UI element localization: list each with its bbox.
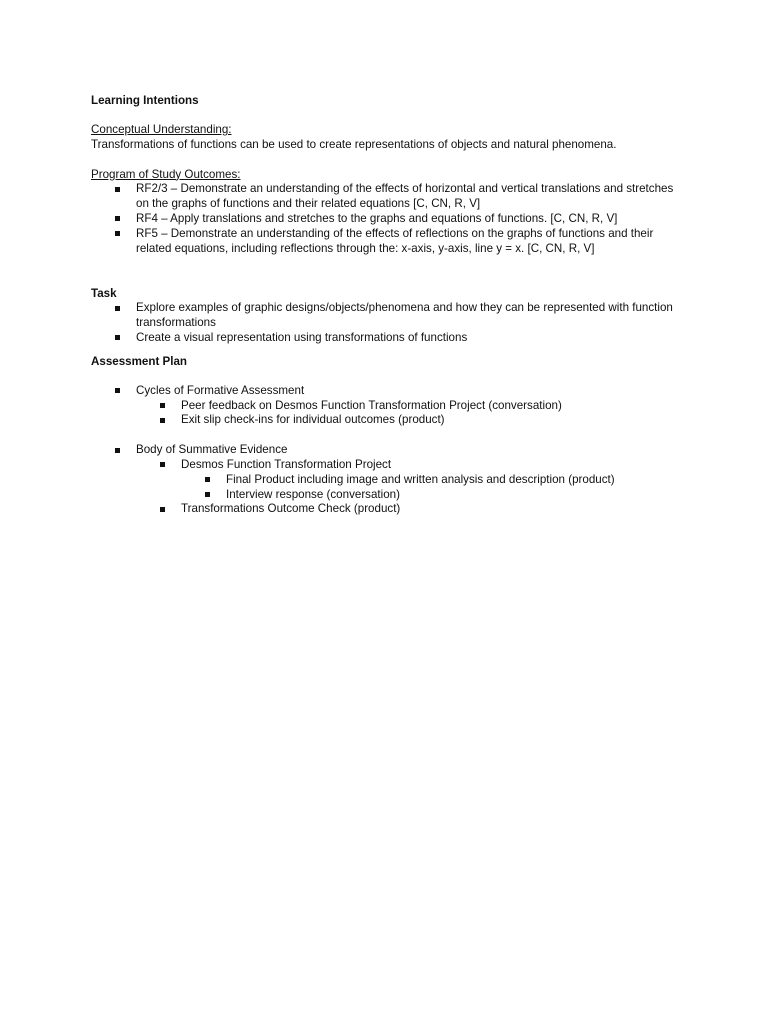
conceptual-understanding-text: Transformations of functions can be used to create representations of objects and natural phenomena. xyxy=(91,137,617,151)
outcome-rf5: RF5 – Demonstrate an understanding of the effects of reflections on the graphs of functions and their related equations, including reflections through the: x-axis, y-axis, line y = x. [C, CN, R, V] xyxy=(136,226,654,255)
list-item xyxy=(91,212,681,227)
task-item-explore: Explore examples of graphic designs/objects/phenomena and how they can be represented with function transformations xyxy=(136,301,673,330)
task-list xyxy=(91,301,681,345)
square-bullet-icon xyxy=(115,187,120,192)
outcome-rf4: RF4 – Apply translations and stretches to the graphs and equations of functions. [C, CN, R, V] xyxy=(136,211,618,225)
spacer xyxy=(91,153,681,168)
document-page xyxy=(91,93,681,517)
list-item xyxy=(91,331,681,346)
summative-list xyxy=(91,443,681,517)
square-bullet-icon xyxy=(115,306,120,311)
list-item xyxy=(91,502,681,517)
program-of-study-label: Program of Study Outcomes: xyxy=(91,167,241,181)
square-bullet-icon xyxy=(115,448,120,453)
list-item xyxy=(91,182,681,212)
task-item-create: Create a visual representation using transformations of functions xyxy=(136,330,468,344)
square-bullet-icon xyxy=(115,388,120,393)
summative-project-label: Desmos Function Transformation Project xyxy=(181,457,392,471)
summative-project-interview: Interview response (conversation) xyxy=(226,487,400,501)
summative-outcome-check: Transformations Outcome Check (product) xyxy=(181,502,401,516)
summative-project-final-product: Final Product including image and written analysis and description (product) xyxy=(226,472,615,486)
formative-item-peer-feedback: Peer feedback on Desmos Function Transformation Project (conversation) xyxy=(181,398,562,412)
assessment-list xyxy=(91,384,681,428)
list-item xyxy=(91,473,681,488)
spacer xyxy=(91,256,681,286)
list-item xyxy=(91,384,681,399)
formative-item-exit-slip: Exit slip check-ins for individual outcomes (product) xyxy=(181,413,445,427)
learning-intentions-heading: Learning Intentions xyxy=(91,94,199,107)
list-item xyxy=(91,301,681,331)
list-item xyxy=(91,488,681,503)
list-item xyxy=(91,443,681,458)
spacer xyxy=(91,346,681,354)
square-bullet-icon xyxy=(160,507,165,512)
square-bullet-icon xyxy=(160,418,165,423)
assessment-plan-heading: Assessment Plan xyxy=(91,354,188,368)
square-bullet-icon xyxy=(160,403,165,408)
square-bullet-icon xyxy=(205,492,210,497)
task-heading: Task xyxy=(91,287,117,301)
spacer xyxy=(91,108,681,123)
list-item xyxy=(91,399,681,414)
square-bullet-icon xyxy=(115,216,120,221)
square-bullet-icon xyxy=(205,477,210,482)
square-bullet-icon xyxy=(115,335,120,340)
outcome-rf2-3: RF2/3 – Demonstrate an understanding of the effects of horizontal and vertical translations and stretches on the graphs of functions and their related equations [C, CN, R, V] xyxy=(136,182,674,211)
program-of-study-list xyxy=(91,182,681,256)
list-item xyxy=(91,227,681,257)
summative-label: Body of Summative Evidence xyxy=(136,443,288,457)
spacer xyxy=(91,369,681,384)
square-bullet-icon xyxy=(115,231,120,236)
spacer xyxy=(91,428,681,443)
formative-label: Cycles of Formative Assessment xyxy=(136,383,305,397)
conceptual-understanding-label: Conceptual Understanding: xyxy=(91,123,232,136)
list-item xyxy=(91,458,681,473)
square-bullet-icon xyxy=(160,462,165,467)
list-item xyxy=(91,413,681,428)
